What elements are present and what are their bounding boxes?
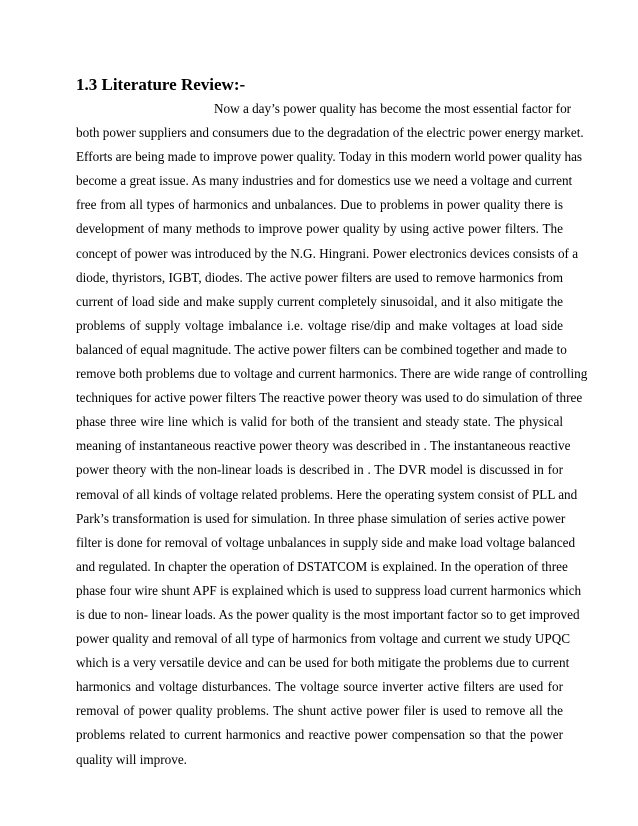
paragraph-line: balanced of equal magnitude. The active power filters can be combined together and made to (76, 341, 567, 357)
paragraph-line: power quality and removal of all type of harmonics from voltage and current we study UPQC (76, 631, 571, 647)
section-heading: 1.3 Literature Review:- (76, 75, 246, 94)
paragraph-line: Efforts are being made to improve power quality. Today in this modern world power quality has (76, 149, 583, 165)
paragraph-line: filter is done for removal of voltage unbalances in supply side and make load voltage balanced (76, 534, 576, 550)
literature-review-paragraph (76, 97, 588, 772)
paragraph-line: problems related to current harmonics and reactive power compensation so that the power (76, 727, 563, 743)
paragraph-line: become a great issue. As many industries and for domestics use we need a voltage and current (76, 173, 573, 189)
paragraph-line: both power suppliers and consumers due to the degradation of the electric power energy market. (76, 125, 584, 141)
paragraph-line: and regulated. In chapter the operation of DSTATCOM is explained. In the operation of three (76, 558, 568, 574)
paragraph-line: Park’s transformation is used for simulation. In three phase simulation of series active power (76, 510, 566, 526)
paragraph-line: free from all types of harmonics and unbalances. Due to problems in power quality there is (76, 197, 563, 213)
paragraph-line: is due to non- linear loads. As the power quality is the most important factor so to get improved (76, 606, 580, 622)
paragraph-line: meaning of instantaneous reactive power theory was described in . The instantaneous reactive (76, 438, 571, 454)
paragraph-line: quality will improve. (76, 751, 187, 767)
paragraph-line: phase three wire line which is valid for both of the transient and steady state. The physical (76, 414, 563, 430)
paragraph-line: harmonics and voltage disturbances. The voltage source inverter active filters are used for (76, 679, 563, 695)
paragraph-line: diode, thyristors, IGBT, diodes. The active power filters are used to remove harmonics from (76, 269, 563, 285)
paragraph-line: Now a day’s power quality has become the most essential factor for (214, 101, 572, 116)
paragraph-line: removal of all kinds of voltage related problems. Here the operating system consist of PLL and (76, 486, 578, 502)
paragraph-line: current of load side and make supply current completely sinusoidal, and it also mitigate the (76, 293, 563, 309)
paragraph-line: concept of power was introduced by the N.G. Hingrani. Power electronics devices consists of a (76, 245, 579, 261)
paragraph-line: techniques for active power filters The reactive power theory was used to do simulation of three (76, 390, 583, 406)
paragraph-line: which is a very versatile device and can be used for both mitigate the problems due to current (76, 655, 570, 671)
paragraph-line: development of many methods to improve power quality by using active power filters. The (76, 221, 563, 237)
paragraph-line: remove both problems due to voltage and current harmonics. There are wide range of controlling (76, 366, 588, 382)
paragraph-line: removal of power quality problems. The shunt active power filer is used to remove all the (76, 703, 563, 719)
paragraph-line: power theory with the non-linear loads is described in . The DVR model is discussed in for (76, 462, 563, 478)
paragraph-line: problems of supply voltage imbalance i.e. voltage rise/dip and make voltages at load side (76, 317, 563, 333)
paragraph-line: phase four wire shunt APF is explained which is used to suppress load current harmonics which (76, 582, 582, 598)
